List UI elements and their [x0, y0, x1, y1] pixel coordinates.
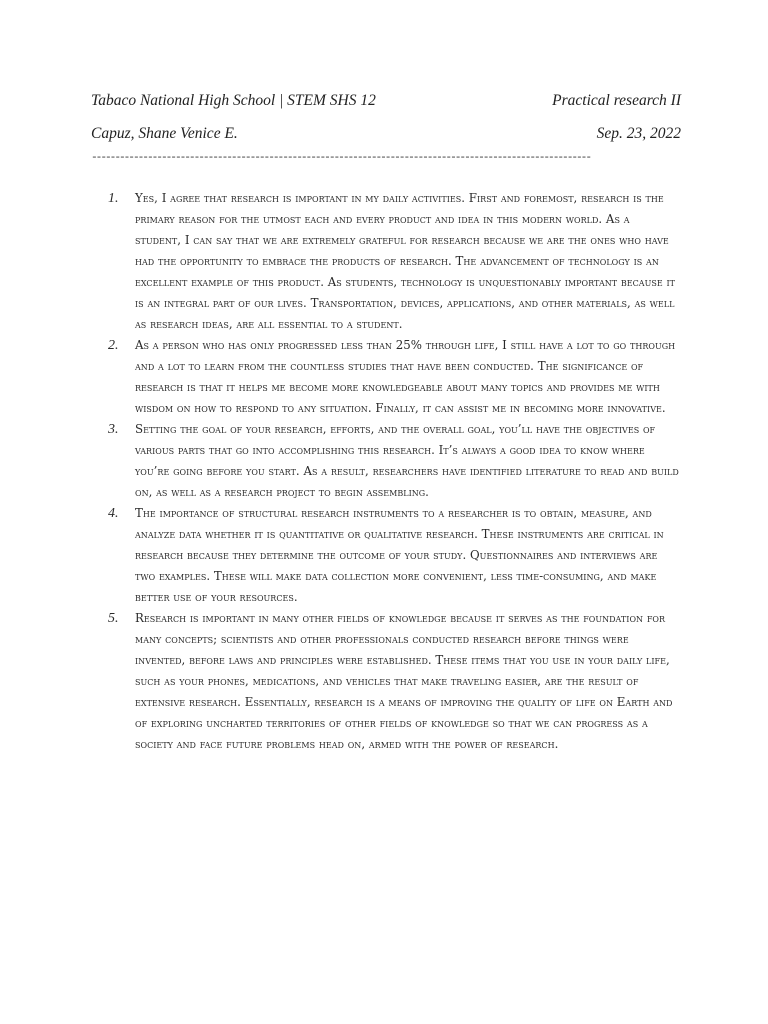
answer-number: 4. — [108, 506, 119, 521]
date-label: Sep. 23, 2022 — [596, 125, 681, 142]
answer-list — [108, 188, 679, 755]
answer-number: 3. — [108, 422, 119, 437]
answer-item — [108, 188, 679, 335]
student-name: Capuz, Shane Venice E. — [91, 125, 238, 142]
answer-text: Research is important in many other fields of knowledge because it serves as the foundation for many concepts; scientists and other professionals conducted research before things were invented, before laws and principles were established. These items that you use in your daily life, such as your phones, medications, and vehicles that make traveling easier, are the result of extensive research. Essentially, research is a means of improving the quality of life on Earth and of exploring uncharted territories of other fields of knowledge so that we can progress as a society and face future problems head on, armed with the power of research. — [135, 611, 673, 751]
answer-item — [108, 335, 679, 419]
school-label: Tabaco National High School | STEM SHS 12 — [91, 92, 376, 109]
answer-item — [108, 608, 679, 755]
answer-text: As a person who has only progressed less than 25% through life, I still have a lot to go through and a lot to learn from the countless studies that have been conducted. The significance of research is that it helps me become more knowledgeable about many topics and provides me with wisdom on how to respond to any situation. Finally, it can assist me in becoming more innovative. — [135, 338, 676, 415]
header-divider: ----------------------------------------------------------------------------------------------------------- — [91, 152, 591, 164]
answer-number: 5. — [108, 611, 119, 626]
header-row-1 — [91, 92, 681, 110]
subject-label: Practical research II — [552, 92, 681, 109]
answer-item — [108, 419, 679, 503]
answer-text: The importance of structural research instruments to a researcher is to obtain, measure, and analyze data whether it is quantitative or qualitative research. These instruments are critical in research because they determine the outcome of your study. Questionnaires and interviews are two examples. These will make data collection more convenient, less time-consuming, and make better use of your resources. — [135, 506, 664, 604]
answer-text: Setting the goal of your research, efforts, and the overall goal, you’ll have the objectives of various parts that go into accomplishing this research. It’s always a good idea to know where you’re going before you start. As a result, researchers have identified literature to read and build on, as well as a research project to begin assembling. — [135, 422, 679, 499]
header-row-2 — [91, 125, 681, 143]
answer-text: Yes, I agree that research is important in my daily activities. First and foremost, research is the primary reason for the utmost each and every product and idea in this modern world. As a student, I can say that we are extremely grateful for research because we are the ones who have had the opportunity to embrace the products of research. The advancement of technology is an excellent example of this product. As students, technology is unquestionably important because it is an integral part of our lives. Transportation, devices, applications, and other materials, as well as research ideas, are all essential to a student. — [135, 191, 676, 331]
answer-number: 1. — [108, 191, 119, 206]
answer-item — [108, 503, 679, 608]
answer-number: 2. — [108, 338, 119, 353]
